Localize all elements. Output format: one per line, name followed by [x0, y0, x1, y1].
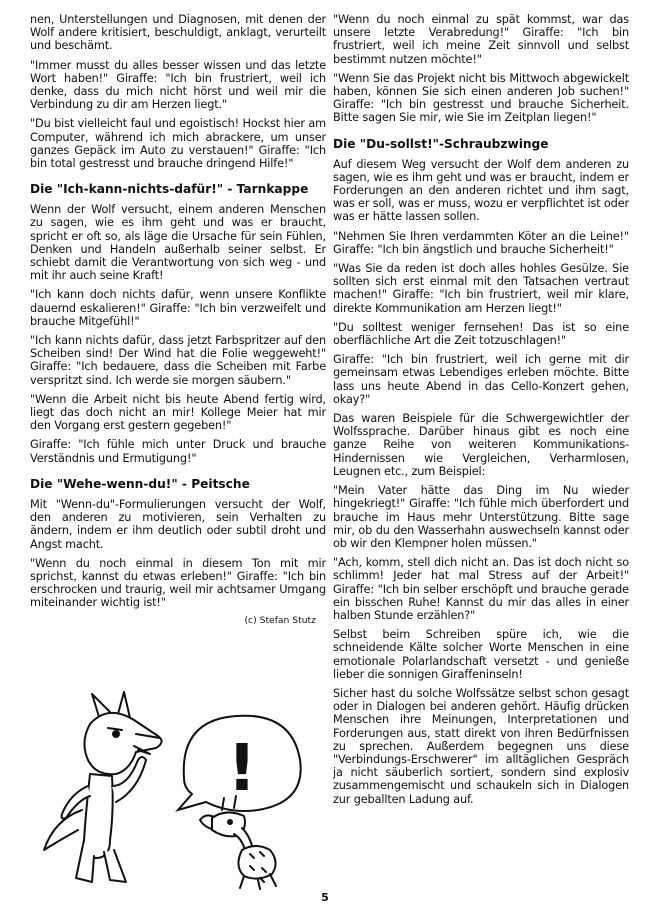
paragraph: nen, Unterstellungen und Diagnosen, mit denen der Wolf andere kritisiert, beschuldigt, anklagt, verurteilt und beschämt.	[30, 13, 326, 53]
section-heading: Die "Wehe-wenn-du!" - Peitsche	[30, 476, 250, 491]
paragraph: Das waren Beispiele für die Schwergewichtler der Wolfssprache. Darüber hinaus gibt es noch eine ganze Reihe von weiteren Kommunikations-Hindernissen wie Vergleichen, Verharmlosen, Leugnen etc., zum Beispiel:	[333, 412, 629, 478]
exclamation-mark: !	[227, 732, 257, 806]
wolf-figure	[44, 692, 162, 882]
paragraph: "Was Sie da reden ist doch alles hohles Gesülze. Sie sollten sich erst einmal mit den Tatsachen vertraut machen!" Giraffe: "Ich bin frustriert, weil mir klare, direkte Kommunikation am Herzen liegt!"	[333, 262, 629, 315]
paragraph: Sicher hast du solche Wolfssätze selbst schon gesagt oder in Dialogen bei anderen gehört. Häufig drücken Menschen ihre Meinungen, Interpretationen und Forderungen aus, statt direkt von ihren Bedürfnissen zu sprechen. Außerdem begegnen uns diese "Verbindungs-Erschwerer" im alltäglichen Gespräch ja nicht säuberlich sortiert, sondern sind explosiv zusammengemischt und schaukeln sich in Dialogen zur geballten Ladung auf.	[333, 686, 629, 806]
right-column	[333, 13, 629, 812]
paragraph: Giraffe: "Ich bin frustriert, weil ich gerne mit dir gemeinsam etwas Lebendiges erleben möchte. Bitte lass uns heute Abend in das Cello-Konzert gehen, okay?"	[333, 353, 629, 406]
paragraph: "Mein Vater hätte das Ding im Nu wieder hingekriegt!" Giraffe: "Ich fühle mich überfordert und brauche im Haus mehr Unterstützung. Bitte sage mir, ob du den Wasserhahn auswechseln kannst oder ob wir den Klempner holen müssen."	[333, 484, 629, 550]
paragraph: "Wenn Sie das Projekt nicht bis Mittwoch abgewickelt haben, können Sie sich einen anderen Job suchen!" Giraffe: "Ich bin gestresst und brauche Sicherheit. Bitte sagen Sie mir, wie Sie im Zeitplan liegen!"	[333, 71, 629, 125]
paragraph: "Wenn die Arbeit nicht bis heute Abend fertig wird, liegt das doch nicht an mir! Kollege Meier hat mir den Vorgang erst gestern gegeben!"	[30, 392, 326, 433]
paragraph: Selbst beim Schreiben spüre ich, wie die schneidende Kälte solcher Worte Menschen in eine emotionale Polarlandschaft versetzt - und genieße lieber die sonnigen Giraffeninseln!	[333, 628, 629, 681]
paragraph: "Ich kann doch nichts dafür, wenn unsere Konflikte dauernd eskalieren!" Giraffe: "Ich bin verzweifelt und brauche Mitgefühl!"	[30, 288, 326, 328]
paragraph: "Nehmen Sie Ihren verdammten Köter an die Leine!" Giraffe: "Ich bin ängstlich und brauche Sicherheit!"	[333, 229, 629, 256]
page-number: 5	[321, 891, 329, 904]
wolf-giraffe-cartoon	[30, 690, 326, 890]
paragraph: "Ach, komm, stell dich nicht an. Das ist doch nicht so schlimm! Jeder hat mal Stress auf der Arbeit!" Giraffe: "Ich bin selber erschöpft und brauche gerade ein bisschen Ruhe! Kannst du mir das alles in einer halben Stunde erzählen?"	[333, 556, 629, 622]
paragraph: "Wenn du noch einmal zu spät kommst, war das unsere letzte Verabredung!" Giraffe: "Ich bin frustriert, weil ich meine Zeit sinnvoll und selbst bestimmt nutzen möchte!"	[333, 13, 629, 66]
section-heading: Die "Ich-kann-nichts-dafür!" - Tarnkappe	[30, 182, 309, 197]
paragraph: "Du solltest weniger fernsehen! Das ist so eine oberflächliche Art die Zeit totzuschlagen!"	[333, 320, 629, 348]
paragraph: Mit "Wenn-du"-Formulierungen versucht der Wolf, den anderen zu motivieren, sein Verhalten zu ändern, indem er ihm deutlich oder subtil droht und Angst macht.	[30, 497, 326, 551]
paragraph: "Du bist vielleicht faul und egoistisch! Hockst hier am Computer, während ich mich abrackere, um unser ganzes Gepäck im Auto zu verstauen!" Giraffe: "Ich bin total gestresst und brauche dringend Hilfe!"	[30, 117, 326, 171]
illustration-credit: (c) Stefan Stutz	[244, 614, 316, 626]
paragraph: Giraffe: "Ich fühle mich unter Druck und brauche Verständnis und Ermutigung!"	[30, 438, 326, 465]
paragraph: Wenn der Wolf versucht, einem anderen Menschen zu sagen, wie es ihm geht und was er braucht, spricht er oft so, als läge die Ursache für sein Fühlen, Denken und Handeln außerhalb seiner selbst. Er schiebt damit die Verantwortung von sich weg - und mit ihr auch seine Kraft!	[30, 203, 326, 283]
left-column	[30, 13, 326, 626]
paragraph: "Ich kann nichts dafür, dass jetzt Farbspritzer auf den Scheiben sind! Der Wind hat die Folie weggeweht!" Giraffe: "Ich bedauere, dass die Scheiben mit Farbe verspritzt sind. Ich werde sie morgen säubern."	[30, 334, 326, 387]
paragraph: "Wenn du noch einmal in diesem Ton mit mir sprichst, kannst du etwas erleben!" Giraffe: "Ich bin erschrocken und traurig, weil mir achtsamer Umgang miteinander wichtig ist!"	[30, 556, 326, 610]
paragraph: "Immer musst du alles besser wissen und das letzte Wort haben!" Giraffe: "Ich bin frustriert, weil ich denke, dass du mich nicht hörst und weil mir die Verbindung zu dir am Herzen liegt."	[30, 58, 326, 112]
paragraph: Auf diesem Weg versucht der Wolf dem anderen zu sagen, wie es ihm geht und was er braucht, indem er Forderungen an den anderen richtet und ihm sagt, was er soll, was er muss, wozu er verpflichtet ist oder was er hätte lassen sollen.	[333, 157, 629, 224]
section-heading: Die "Du-sollst!"-Schraubzwinge	[333, 136, 549, 151]
